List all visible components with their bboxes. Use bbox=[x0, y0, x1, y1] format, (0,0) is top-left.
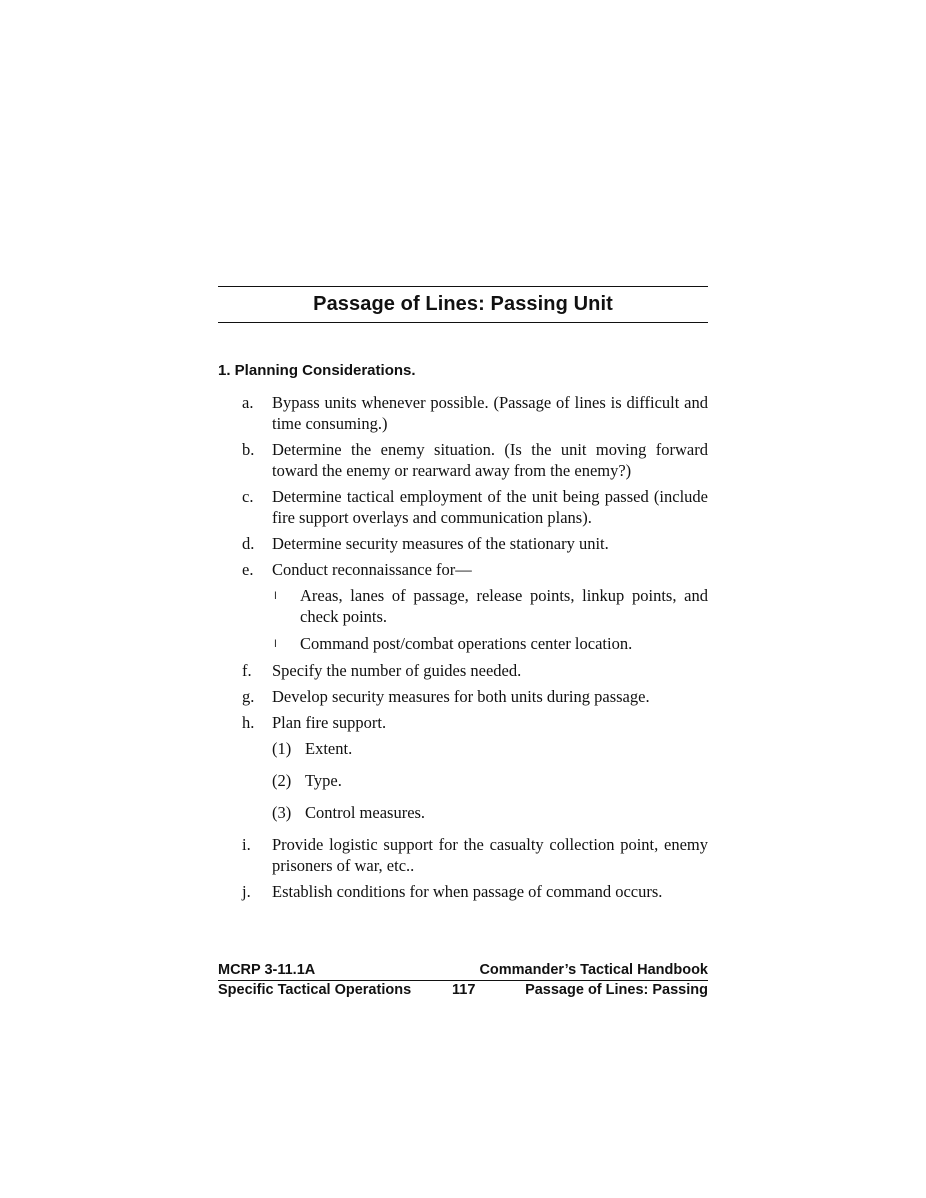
item-marker: g. bbox=[242, 687, 255, 706]
item-marker: h. bbox=[242, 713, 255, 732]
footer-chapter: Specific Tactical Operations bbox=[218, 982, 412, 998]
item-marker: c. bbox=[242, 487, 254, 506]
list-item-g bbox=[218, 686, 708, 707]
item-text: Plan fire support. bbox=[272, 713, 387, 732]
item-marker: b. bbox=[242, 440, 255, 459]
subitem-text: Control measures. bbox=[305, 803, 426, 822]
list-subitem-h3 bbox=[218, 802, 708, 823]
list-subitem-h1 bbox=[218, 738, 708, 759]
list-item-h bbox=[218, 712, 708, 733]
item-marker: d. bbox=[242, 534, 255, 553]
page-footer bbox=[218, 962, 708, 1000]
subitem-marker: (1) bbox=[272, 739, 292, 758]
item-text: Provide logistic support for the casualty collection point, enemy prisoners of war, etc.. bbox=[272, 835, 708, 875]
list-subitem-e1 bbox=[218, 585, 708, 627]
item-text: Determine tactical employment of the unit being passed (include fire support overlays and communication plans). bbox=[272, 487, 708, 527]
list-item-d bbox=[218, 533, 708, 554]
footer-publication-id: MCRP 3-11.1A bbox=[218, 962, 316, 978]
item-text: Determine security measures of the stationary unit. bbox=[272, 534, 609, 553]
list-subitem-h2 bbox=[218, 770, 708, 791]
subitem-marker: (3) bbox=[272, 803, 292, 822]
footer-bottom-row bbox=[218, 981, 708, 1000]
list-item-b bbox=[218, 439, 708, 481]
item-text: Specify the number of guides needed. bbox=[272, 661, 522, 680]
subitem-text: Type. bbox=[305, 771, 342, 790]
subitem-text: Command post/combat operations center location. bbox=[300, 634, 633, 653]
list-subitem-e2 bbox=[218, 633, 708, 654]
item-text: Establish conditions for when passage of command occurs. bbox=[272, 882, 663, 901]
list-item-c bbox=[218, 486, 708, 528]
item-text: Conduct reconnaissance for— bbox=[272, 560, 472, 579]
list-item-i bbox=[218, 834, 708, 876]
bullet-icon: l bbox=[274, 639, 277, 650]
list-item-f bbox=[218, 660, 708, 681]
item-marker: i. bbox=[242, 835, 251, 854]
item-text: Bypass units whenever possible. (Passage of lines is difficult and time consuming.) bbox=[272, 393, 708, 433]
footer-section: Passage of Lines: Passing bbox=[525, 982, 708, 998]
item-text: Develop security measures for both units during passage. bbox=[272, 687, 650, 706]
subitem-marker: (2) bbox=[272, 771, 292, 790]
bullet-icon: l bbox=[274, 591, 277, 602]
list-item-j bbox=[218, 881, 708, 902]
subitem-text: Extent. bbox=[305, 739, 353, 758]
planning-list bbox=[218, 392, 708, 907]
section-heading: 1. Planning Considerations. bbox=[218, 362, 416, 379]
footer-handbook-title: Commander’s Tactical Handbook bbox=[479, 962, 708, 978]
subitem-text: Areas, lanes of passage, release points, linkup points, and check points. bbox=[300, 586, 708, 626]
page-title: Passage of Lines: Passing Unit bbox=[313, 293, 613, 315]
footer-top-row bbox=[218, 962, 708, 981]
title-block bbox=[218, 286, 708, 323]
item-marker: j. bbox=[242, 882, 251, 901]
item-text: Determine the enemy situation. (Is the unit moving forward toward the enemy or rearward away from the enemy?) bbox=[272, 440, 708, 480]
list-item-a bbox=[218, 392, 708, 434]
item-marker: a. bbox=[242, 393, 254, 412]
item-marker: f. bbox=[242, 661, 252, 680]
list-item-e bbox=[218, 559, 708, 580]
page-number: 117 bbox=[452, 982, 476, 998]
item-marker: e. bbox=[242, 560, 254, 579]
